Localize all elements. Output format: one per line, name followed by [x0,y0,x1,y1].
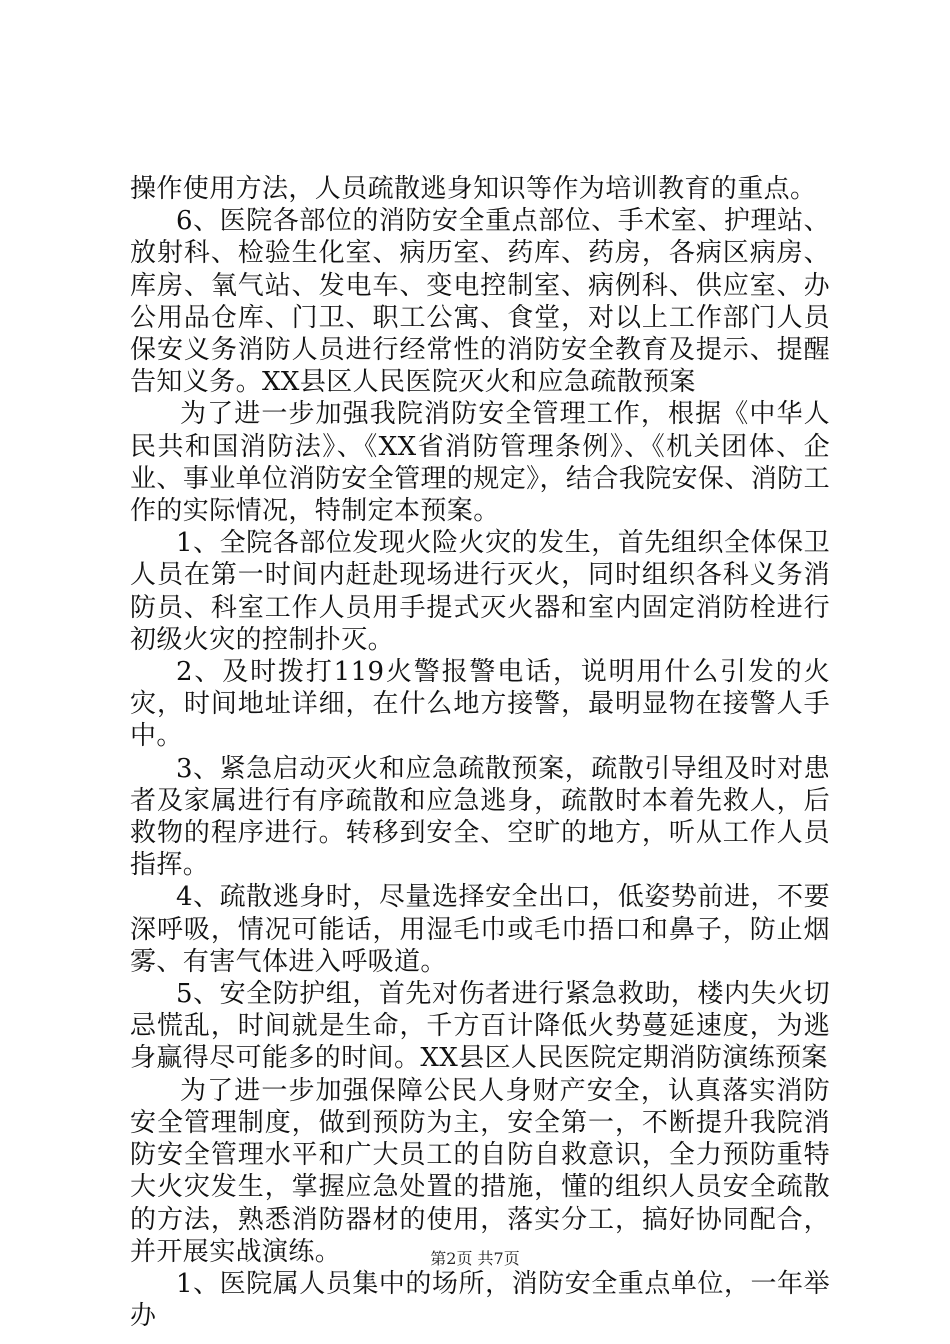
paragraph-4: 1、全院各部位发现火险火灾的发生，首先组织全体保卫人员在第一时间内赶赴现场进行灭火，同时组织各科义务消防员、科室工作人员用手提式灭火器和室内固定消防栓进行初级火灾的控制扑灭。 [130,528,830,655]
paragraph-2: 6、医院各部位的消防安全重点部位、手术室、护理站、放射科、检验生化室、病历室、药库、药房，各病区病房、库房、氧气站、发电车、变电控制室、病例科、供应室、办公用品仓库、门卫、职工公寓、食堂，对以上工作部门人员保安义务消防人员进行经常性的消防安全教育及提示、提醒告知义务。XX县区人民医院灭火和应急疏散预案 [130,206,830,398]
paragraph-1: 操作使用方法，人员疏散逃身知识等作为培训教育的重点。 [130,174,817,204]
document-body [130,173,830,1332]
paragraph-7: 4、疏散逃身时，尽量选择安全出口，低姿势前进，不要深呼吸，情况可能话，用湿毛巾或毛巾捂口和鼻子，防止烟雾、有害气体进入呼吸道。 [130,882,830,977]
paragraph-9: 为了进一步加强保障公民人身财产安全，认真落实消防安全管理制度，做到预防为主，安全第一，不断提升我院消防安全管理水平和广大员工的自防自救意识，全力预防重特大火灾发生，掌握应急处置的措施，懂的组织人员安全疏散的方法，熟悉消防器材的使用，落实分工，搞好协同配合，并开展实战演练。 [130,1075,830,1267]
paragraph-10: 1、医院属人员集中的场所，消防安全重点单位，一年举办 [130,1268,830,1332]
paragraph-3: 为了进一步加强我院消防安全管理工作，根据《中华人民共和国消防法》、《XX省消防管理条例》、《机关团体、企业、事业单位消防安全管理的规定》，结合我院安保、消防工作的实际情况，特制定本预案。 [130,399,830,527]
paragraph-6: 3、紧急启动灭火和应急疏散预案，疏散引导组及时对患者及家属进行有序疏散和应急逃身，疏散时本着先救人，后救物的程序进行。转移到安全、空旷的地方，听从工作人员指挥。 [130,753,830,881]
paragraph-5: 2、及时拨打119火警报警电话，说明用什么引发的火灾，时间地址详细，在什么地方接警，最明显物在接警人手中。 [130,657,830,752]
paragraph-8: 5、安全防护组，首先对伤者进行紧急救助，楼内失火切忌慌乱，时间就是生命，千方百计降低火势蔓延速度，为逃身赢得尽可能多的时间。XX县区人民医院定期消防演练预案 [130,979,830,1074]
page-number-footer: 第2页 共7页 [430,1249,520,1268]
